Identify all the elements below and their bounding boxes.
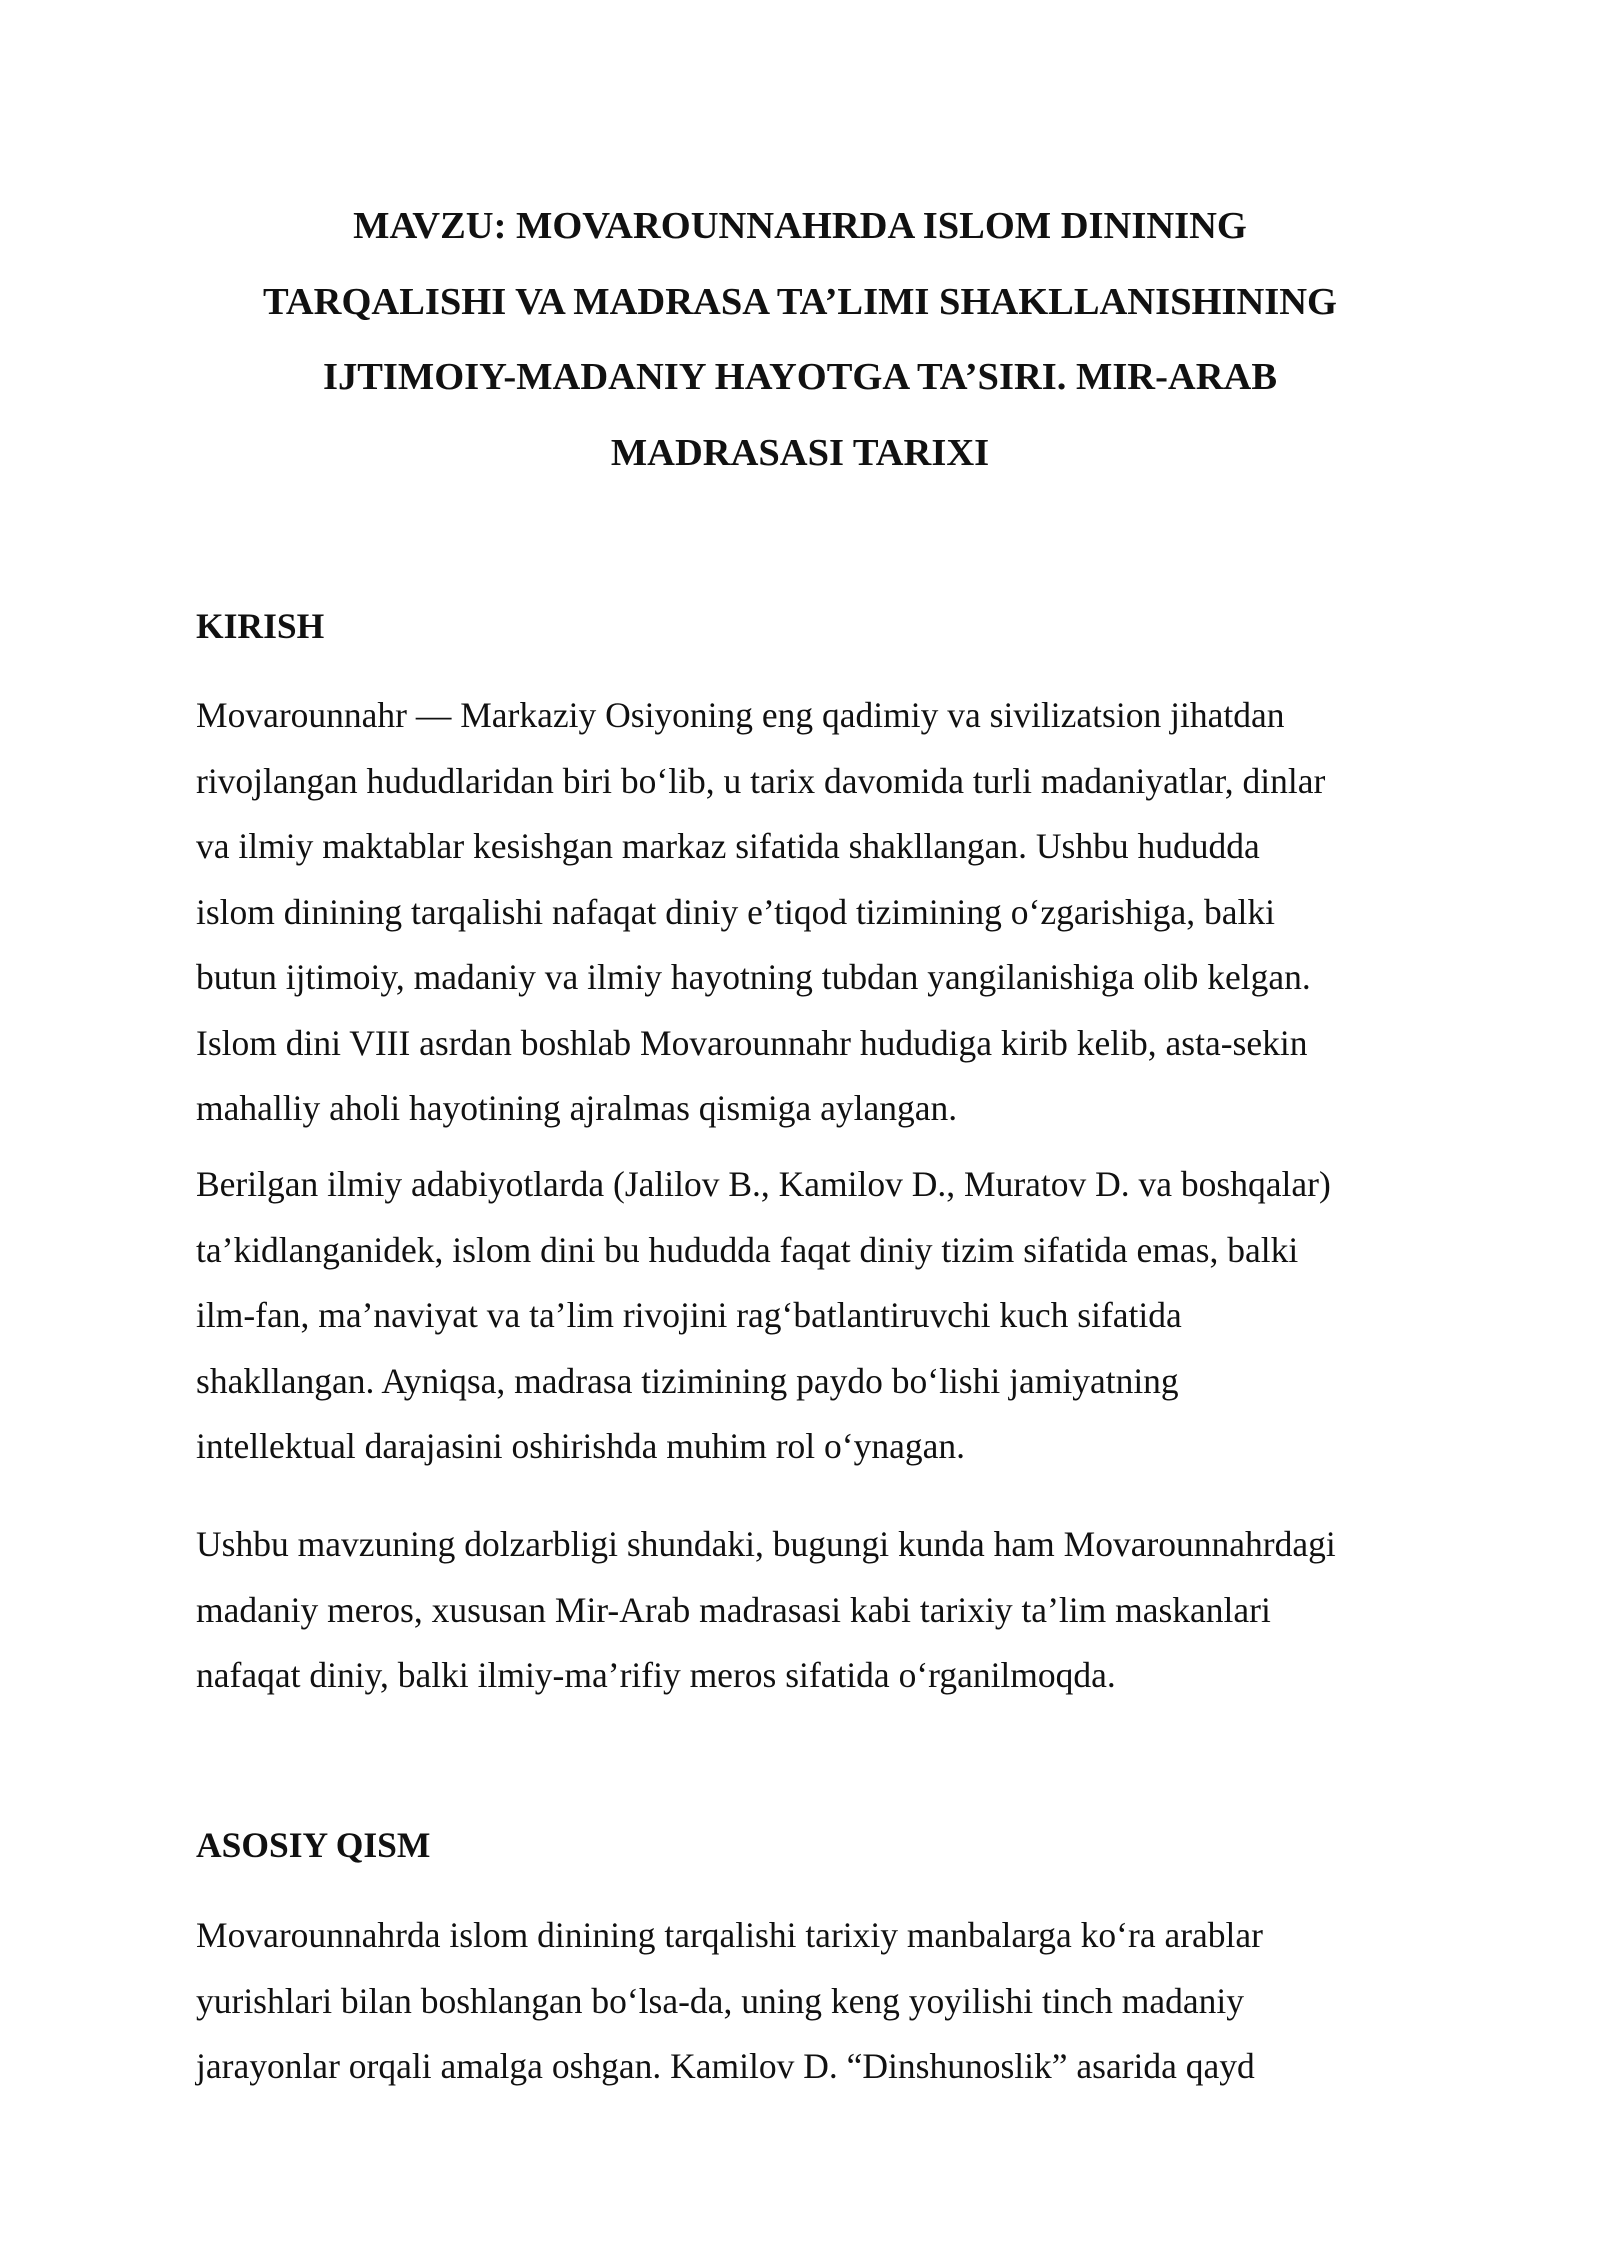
main-paragraph-1: [196, 1903, 1446, 2100]
paragraph-line: intellektual darajasini oshirishda muhim rol o‘ynagan.: [196, 1426, 965, 1466]
paragraph-line: va ilmiy maktablar kesishgan markaz sifatida shakllangan. Ushbu hududda: [196, 826, 1260, 866]
title-line: IJTIMOIY-MADANIY HAYOTGA TA’SIRI. MIR-ARAB: [322, 356, 1278, 398]
paragraph-line: ta’kidlanganidek, islom dini bu hududda faqat diniy tizim sifatida emas, balki: [196, 1229, 1299, 1270]
paragraph-line: islom dinining tarqalishi nafaqat diniy e’tiqod tizimining o‘zgarishiga, balki: [196, 891, 1275, 932]
section-heading-kirish: KIRISH: [196, 606, 325, 646]
paragraph-line: shakllangan. Ayniqsa, madrasa tizimining paydo bo‘lishi jamiyatning: [196, 1360, 1179, 1401]
title-line: TARQALISHI VA MADRASA TA’LIMI SHAKLLANISHINING: [263, 280, 1337, 323]
title-line: MAVZU: MOVAROUNNAHRDA ISLOM DININING: [353, 205, 1247, 247]
paragraph-line: madaniy meros, xususan Mir-Arab madrasasi kabi tarixiy ta’lim maskanlari: [196, 1589, 1271, 1630]
title-line: MADRASASI TARIXI: [610, 431, 990, 474]
paragraph-line: ilm-fan, ma’naviyat va ta’lim rivojini rag‘batlantiruvchi kuch sifatida: [196, 1295, 1182, 1335]
paragraph-line: yurishlari bilan boshlangan bo‘lsa-da, uning keng yoyilishi tinch madaniy: [196, 1980, 1245, 2021]
paragraph-line: Movarounnahrda islom dinining tarqalishi tarixiy manbalarga ko‘ra arablar: [196, 1915, 1263, 1955]
section-heading-asosiy-qism: ASOSIY QISM: [196, 1825, 431, 1865]
paragraph-line: mahalliy aholi hayotining ajralmas qismiga aylangan.: [196, 1088, 958, 1128]
intro-paragraph-1: [196, 683, 1446, 1142]
intro-paragraph-3: [196, 1512, 1446, 1709]
paragraph-line: Ushbu mavzuning dolzarbligi shundaki, bugungi kunda ham Movarounnahrdagi: [196, 1524, 1336, 1564]
paragraph-line: Berilgan ilmiy adabiyotlarda (Jalilov B., Kamilov D., Muratov D. va boshqalar): [196, 1164, 1331, 1204]
paragraph-line: nafaqat diniy, balki ilmiy-ma’rifiy meros sifatida o‘rganilmoqda.: [196, 1655, 1116, 1695]
paragraph-line: jarayonlar orqali amalga oshgan. Kamilov D. “Dinshunoslik” asarida qayd: [196, 2046, 1255, 2086]
paragraph-line: Movarounnahr — Markaziy Osiyoning eng qadimiy va sivilizatsion jihatdan: [196, 695, 1285, 735]
paragraph-line: rivojlangan hududlaridan biri bo‘lib, u tarix davomida turli madaniyatlar, dinlar: [196, 760, 1326, 801]
document-title: [160, 189, 1440, 491]
intro-paragraph-2: [196, 1152, 1446, 1480]
paragraph-line: Islom dini VIII asrdan boshlab Movarounnahr hududiga kirib kelib, asta-sekin: [196, 1022, 1308, 1063]
paragraph-line: butun ijtimoiy, madaniy va ilmiy hayotning tubdan yangilanishiga olib kelgan.: [196, 957, 1311, 997]
